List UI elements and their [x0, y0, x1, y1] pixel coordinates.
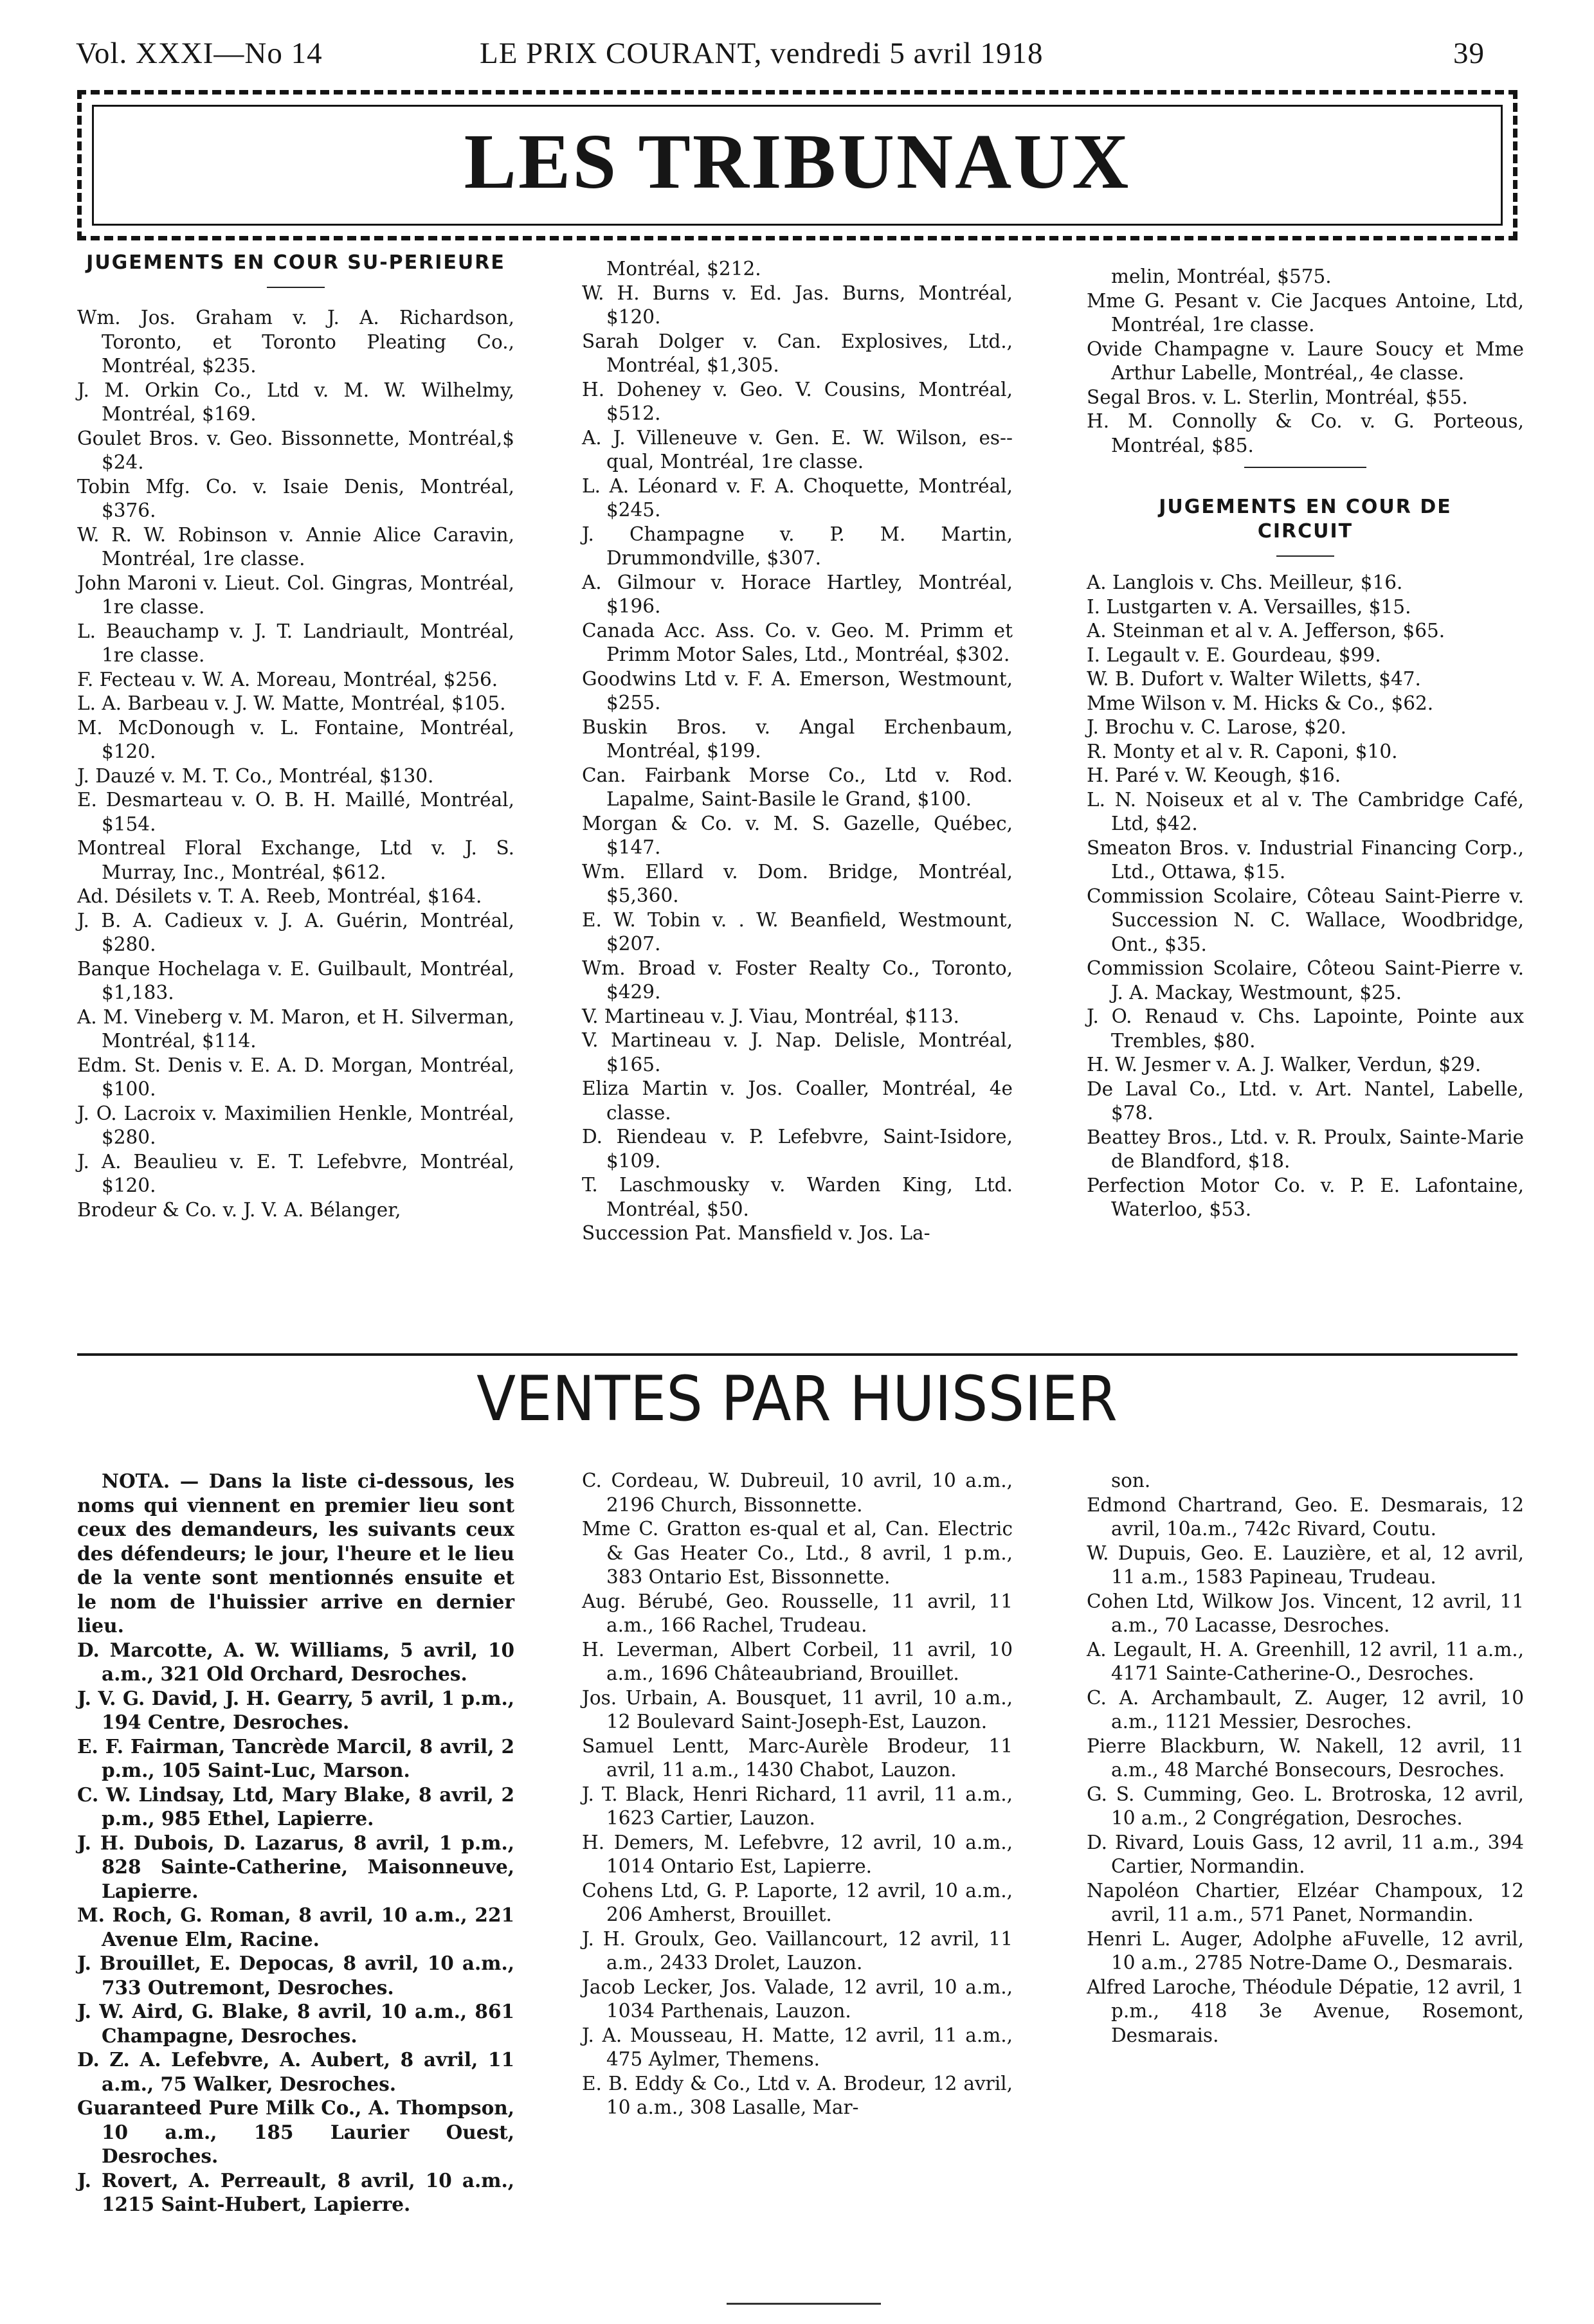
list-entry: Ovide Champagne v. Laure Soucy et Mme Arthur Labelle, Montréal,, 4e classe. — [1087, 338, 1524, 384]
list-entry: Cohens Ltd, G. P. Laporte, 12 avril, 10 a.m., 206 Amherst, Brouillet. — [582, 1879, 1013, 1925]
list-entry: Aug. Bérubé, Geo. Rousselle, 11 avril, 11 a.m., 166 Rachel, Trudeau. — [582, 1590, 1013, 1636]
horizontal-rule — [77, 1353, 1517, 1356]
list-entry: I. Legault v. E. Gourdeau, $99. — [1087, 644, 1381, 666]
section-banner — [77, 90, 1517, 240]
continued-entry: Montréal, $212. — [606, 258, 761, 280]
list-entry: Jacob Lecker, Jos. Valade, 12 avril, 10 a.m., 1034 Parthenais, Lauzon. — [582, 1976, 1013, 2022]
list-entry: J. W. Aird, G. Blake, 8 avril, 10 a.m., 861 Champagne, Desroches. — [77, 2000, 514, 2047]
list-entry: Montreal Floral Exchange, Ltd v. J. S. Murray, Inc., Montréal, $612. — [77, 837, 514, 883]
list-entry: L. A. Léonard v. F. A. Choquette, Montréal, $245. — [582, 474, 1013, 521]
ventes-title: VENTES PAR HUISSIER — [476, 1363, 1118, 1435]
list-entry: Sarah Dolger v. Can. Explosives, Ltd., Montréal, $1,305. — [582, 330, 1013, 376]
list-entry: G. S. Cumming, Geo. L. Brotroska, 12 avril, 10 a.m., 2 Congrégation, Desroches. — [1087, 1783, 1524, 1829]
list-entry: J. V. G. David, J. H. Gearry, 5 avril, 1 p.m., 194 Centre, Desroches. — [77, 1686, 514, 1733]
list-entry: J. T. Black, Henri Richard, 11 avril, 11 a.m., 1623 Cartier, Lauzon. — [582, 1783, 1013, 1829]
list-entry: J. Brouillet, E. Depocas, 8 avril, 10 a.m., 733 Outremont, Desroches. — [77, 1952, 514, 1999]
list-entry: I. Lustgarten v. A. Versailles, $15. — [1087, 595, 1411, 618]
list-entry: J. O. Renaud v. Chs. Lapointe, Pointe aux Trembles, $80. — [1087, 1005, 1524, 1052]
list-entry: Commission Scolaire, Côteou Saint-Pierre v. J. A. Mackay, Westmount, $25. — [1087, 957, 1524, 1004]
list-entry: Edmond Chartrand, Geo. E. Desmarais, 12 avril, 10a.m., 742c Rivard, Coutu. — [1087, 1493, 1524, 1540]
list-entry: Canada Acc. Ass. Co. v. Geo. M. Primm et Primm Motor Sales, Ltd., Montréal, $302. — [582, 619, 1013, 665]
ventes-column-3 — [1087, 1469, 1524, 2048]
list-entry: A. Legault, H. A. Greenhill, 12 avril, 11 a.m., 4171 Sainte-Catherine-O., Desroches. — [1087, 1638, 1524, 1684]
list-entry: Mme Wilson v. M. Hicks & Co., $62. — [1087, 692, 1434, 714]
heading-divider — [1276, 555, 1334, 557]
list-entry: W. H. Burns v. Ed. Jas. Burns, Montréal, $120. — [582, 282, 1013, 328]
list-entry: E. W. Tobin v. . W. Beanfield, Westmount, $207. — [582, 908, 1013, 955]
list-entry: Tobin Mfg. Co. v. Isaie Denis, Montréal, $376. — [77, 475, 514, 521]
list-entry: E. F. Fairman, Tancrède Marcil, 8 avril, 2 p.m., 105 Saint-Luc, Marson. — [77, 1734, 514, 1781]
section-divider — [1244, 467, 1366, 468]
list-entry: H. Demers, M. Lefebvre, 12 avril, 10 a.m., 1014 Ontario Est, Lapierre. — [582, 1831, 1013, 1877]
list-entry: Samuel Lentt, Marc-Aurèle Brodeur, 11 avril, 11 a.m., 1430 Chabot, Lauzon. — [582, 1734, 1013, 1781]
page-number: 39 — [1453, 37, 1485, 70]
ventes-column-2 — [582, 1469, 1013, 2120]
judgment-list — [1087, 289, 1524, 458]
tribunaux-column-3 — [1087, 265, 1524, 1222]
list-entry: L. Beauchamp v. J. T. Landriault, Montréal, 1re classe. — [77, 620, 514, 666]
nota-paragraph: NOTA. — Dans la liste ci-dessous, les noms qui viennent en premier lieu sont ceux des demandeurs, les suivants ceux des défendeurs; le jour, l'heure et le lieu de la vente sont mentionnés ensuite et le nom de l'huissier arrive en dernier lieu. — [77, 1470, 514, 1637]
running-header — [76, 36, 1485, 75]
heading-divider — [267, 287, 325, 288]
list-entry: H. M. Connolly & Co. v. G. Porteous, Montréal, $85. — [1087, 410, 1524, 456]
volume-number: Vol. XXXI—No 14 — [76, 37, 323, 70]
list-entry: L. N. Noiseux et al v. The Cambridge Café, Ltd, $42. — [1087, 788, 1524, 834]
list-entry: Succession Pat. Mansfield v. Jos. La- — [582, 1222, 930, 1244]
list-entry: Buskin Bros. v. Angal Erchenbaum, Montréal, $199. — [582, 716, 1013, 762]
list-entry: D. Riendeau v. P. Lefebvre, Saint-Isidore, $109. — [582, 1126, 1013, 1172]
list-entry: John Maroni v. Lieut. Col. Gingras, Montréal, 1re classe. — [77, 572, 514, 618]
list-entry: A. Langlois v. Chs. Meilleur, $16. — [1087, 572, 1403, 593]
list-entry: T. Laschmousky v. Warden King, Ltd. Montréal, $50. — [582, 1174, 1013, 1220]
list-entry: E. B. Eddy & Co., Ltd v. A. Brodeur, 12 avril, 10 a.m., 308 Lasalle, Mar- — [582, 2072, 1013, 2118]
list-entry: L. A. Barbeau v. J. W. Matte, Montréal, $105. — [77, 692, 506, 714]
list-entry: F. Fecteau v. W. A. Moreau, Montréal, $256. — [77, 668, 498, 690]
list-entry: D. Rivard, Louis Gass, 12 avril, 11 a.m., 394 Cartier, Normandin. — [1087, 1831, 1524, 1877]
list-entry: C. Cordeau, W. Dubreuil, 10 avril, 10 a.m., 2196 Church, Bissonnette. — [582, 1470, 1013, 1516]
list-entry: M. Roch, G. Roman, 8 avril, 10 a.m., 221 Avenue Elm, Racine. — [77, 1904, 514, 1950]
list-entry: Wm. Ellard v. Dom. Bridge, Montréal, $5,360. — [582, 860, 1013, 906]
list-entry: M. McDonough v. L. Fontaine, Montréal, $120. — [77, 716, 514, 762]
list-entry: C. W. Lindsay, Ltd, Mary Blake, 8 avril, 2 p.m., 985 Ethel, Lapierre. — [77, 1783, 514, 1830]
continued-entry: melin, Montréal, $575. — [1111, 266, 1332, 287]
list-entry: Morgan & Co. v. M. S. Gazelle, Québec, $147. — [582, 812, 1013, 858]
list-entry: J. B. A. Cadieux v. J. A. Guérin, Montréal, $280. — [77, 909, 514, 955]
section-heading-cour-circuit: JUGEMENTS EN COUR DE CIRCUIT — [1159, 496, 1452, 543]
list-entry: J. A. Beaulieu v. E. T. Lefebvre, Montréal, $120. — [77, 1150, 514, 1196]
judgment-list — [582, 282, 1013, 1246]
list-entry: Commission Scolaire, Côteau Saint-Pierre v. Succession N. C. Wallace, Woodbridge, Ont., $35. — [1087, 885, 1524, 955]
list-entry: A. M. Vineberg v. M. Maron, et H. Silverman, Montréal, $114. — [77, 1005, 514, 1052]
list-entry: C. A. Archambault, Z. Auger, 12 avril, 10 a.m., 1121 Messier, Desroches. — [1087, 1686, 1524, 1733]
list-entry: Henri L. Auger, Adolphe aFuvelle, 12 avril, 10 a.m., 2785 Notre-Dame O., Desmarais. — [1087, 1927, 1524, 1974]
list-entry: De Laval Co., Ltd. v. Art. Nantel, Labelle, $78. — [1087, 1077, 1524, 1124]
list-entry: Smeaton Bros. v. Industrial Financing Corp., Ltd., Ottawa, $15. — [1087, 836, 1524, 883]
list-entry: Ad. Désilets v. T. A. Reeb, Montréal, $164. — [77, 885, 482, 907]
footer-rule — [727, 2303, 881, 2305]
list-entry: H. W. Jesmer v. A. J. Walker, Verdun, $29. — [1087, 1054, 1481, 1076]
list-entry: H. Paré v. W. Keough, $16. — [1087, 764, 1341, 786]
tribunaux-column-2 — [582, 257, 1013, 1246]
list-entry: Alfred Laroche, Théodule Dépatie, 12 avril, 1 p.m., 418 3e Avenue, Rosemont, Desmarais. — [1087, 1976, 1524, 2046]
tribunaux-column-1 — [77, 251, 514, 1222]
judgment-list — [1087, 571, 1524, 1222]
list-entry: D. Z. A. Lefebvre, A. Aubert, 8 avril, 11 a.m., 75 Walker, Desroches. — [77, 2048, 514, 2095]
list-entry: Eliza Martin v. Jos. Coaller, Montréal, 4e classe. — [582, 1077, 1013, 1124]
list-entry: Pierre Blackburn, W. Nakell, 12 avril, 11 a.m., 48 Marché Bonsecours, Desroches. — [1087, 1734, 1524, 1781]
list-entry: V. Martineau v. J. Nap. Delisle, Montréal, $165. — [582, 1029, 1013, 1076]
judgment-list — [77, 306, 514, 1222]
list-entry: Goulet Bros. v. Geo. Bissonnette, Montréal,$ $24. — [77, 427, 514, 473]
list-entry: Banque Hochelaga v. E. Guilbault, Montréal, $1,183. — [77, 957, 514, 1004]
sale-list — [582, 1469, 1013, 2120]
list-entry: J. Dauzé v. M. T. Co., Montréal, $130. — [77, 764, 434, 787]
list-entry: D. Marcotte, A. W. Williams, 5 avril, 10 a.m., 321 Old Orchard, Desroches. — [77, 1638, 514, 1685]
section-heading-cour-superieure: JUGEMENTS EN COUR SU-PERIEURE — [86, 251, 505, 274]
list-entry: J. Champagne v. P. M. Martin, Drummondville, $307. — [582, 523, 1013, 569]
list-entry: V. Martineau v. J. Viau, Montréal, $113. — [582, 1005, 959, 1027]
list-entry: Wm. Broad v. Foster Realty Co., Toronto, $429. — [582, 957, 1013, 1003]
list-entry: J. O. Lacroix v. Maximilien Henkle, Montréal, $280. — [77, 1102, 514, 1148]
list-entry: Guaranteed Pure Milk Co., A. Thompson, 10 a.m., 185 Laurier Ouest, Desroches. — [77, 2096, 514, 2167]
ventes-column-1 — [77, 1469, 514, 2217]
list-entry: Napoléon Chartier, Elzéar Champoux, 12 avril, 11 a.m., 571 Panet, Normandin. — [1087, 1879, 1524, 1925]
list-entry: J. M. Orkin Co., Ltd v. M. W. Wilhelmy, Montréal, $169. — [77, 379, 514, 425]
list-entry: Wm. Jos. Graham v. J. A. Richardson, Toronto, et Toronto Pleating Co., Montréal, $235. — [77, 307, 514, 377]
list-entry: Mme G. Pesant v. Cie Jacques Antoine, Ltd, Montréal, 1re classe. — [1087, 289, 1524, 336]
list-entry: J. H. Dubois, D. Lazarus, 8 avril, 1 p.m., 828 Sainte-Catherine, Maisonneuve, Lapierre. — [77, 1831, 514, 1902]
section-title: LES TRIBUNAUX — [464, 118, 1131, 205]
list-entry: E. Desmarteau v. O. B. H. Maillé, Montréal, $154. — [77, 789, 514, 835]
continued-entry: son. — [1111, 1470, 1151, 1491]
list-entry: Mme C. Gratton es-qual et al, Can. Electric & Gas Heater Co., Ltd., 8 avril, 1 p.m., 383 Ontario Est, Bissonnette. — [582, 1518, 1013, 1588]
list-entry: A. Gilmour v. Horace Hartley, Montréal, $196. — [582, 571, 1013, 617]
list-entry: Edm. St. Denis v. E. A. D. Morgan, Montréal, $100. — [77, 1054, 514, 1100]
list-entry: A. J. Villeneuve v. Gen. E. W. Wilson, es--qual, Montréal, 1re classe. — [582, 426, 1013, 473]
list-entry: Jos. Urbain, A. Bousquet, 11 avril, 10 a.m., 12 Boulevard Saint-Joseph-Est, Lauzon. — [582, 1686, 1013, 1733]
list-entry: W. B. Dufort v. Walter Wiletts, $47. — [1087, 668, 1421, 690]
list-entry: J. Rovert, A. Perreault, 8 avril, 10 a.m., 1215 Saint-Hubert, Lapierre. — [77, 2168, 514, 2215]
list-entry: Can. Fairbank Morse Co., Ltd v. Rod. Lapalme, Saint-Basile le Grand, $100. — [582, 764, 1013, 810]
list-entry: J. Brochu v. C. Larose, $20. — [1087, 716, 1346, 738]
journal-date: LE PRIX COURANT, vendredi 5 avril 1918 — [480, 37, 1044, 70]
list-entry: W. Dupuis, Geo. E. Lauzière, et al, 12 avril, 11 a.m., 1583 Papineau, Trudeau. — [1087, 1542, 1524, 1588]
list-entry: Perfection Motor Co. v. P. E. Lafontaine, Waterloo, $53. — [1087, 1174, 1524, 1220]
list-entry: W. R. W. Robinson v. Annie Alice Caravin, Montréal, 1re classe. — [77, 523, 514, 570]
list-entry: J. H. Groulx, Geo. Vaillancourt, 12 avril, 11 a.m., 2433 Drolet, Lauzon. — [582, 1927, 1013, 1974]
sale-list — [1087, 1493, 1524, 2048]
list-entry: A. Steinman et al v. A. Jefferson, $65. — [1087, 620, 1445, 642]
list-entry: Goodwins Ltd v. F. A. Emerson, Westmount, $255. — [582, 667, 1013, 714]
list-entry: R. Monty et al v. R. Caponi, $10. — [1087, 740, 1398, 762]
list-entry: Beattey Bros., Ltd. v. R. Proulx, Sainte-Marie de Blandford, $18. — [1087, 1126, 1524, 1172]
list-entry: J. A. Mousseau, H. Matte, 12 avril, 11 a.m., 475 Aylmer, Themens. — [582, 2024, 1013, 2070]
list-entry: H. Leverman, Albert Corbeil, 11 avril, 10 a.m., 1696 Châteaubriand, Brouillet. — [582, 1638, 1013, 1684]
list-entry: H. Doheney v. Geo. V. Cousins, Montréal, $512. — [582, 378, 1013, 424]
list-entry: Segal Bros. v. L. Sterlin, Montréal, $55. — [1087, 386, 1468, 408]
list-entry: Cohen Ltd, Wilkow Jos. Vincent, 12 avril, 11 a.m., 70 Lacasse, Desroches. — [1087, 1590, 1524, 1636]
sale-list — [77, 1638, 514, 2217]
list-entry: Brodeur & Co. v. J. V. A. Bélanger, — [77, 1198, 401, 1221]
